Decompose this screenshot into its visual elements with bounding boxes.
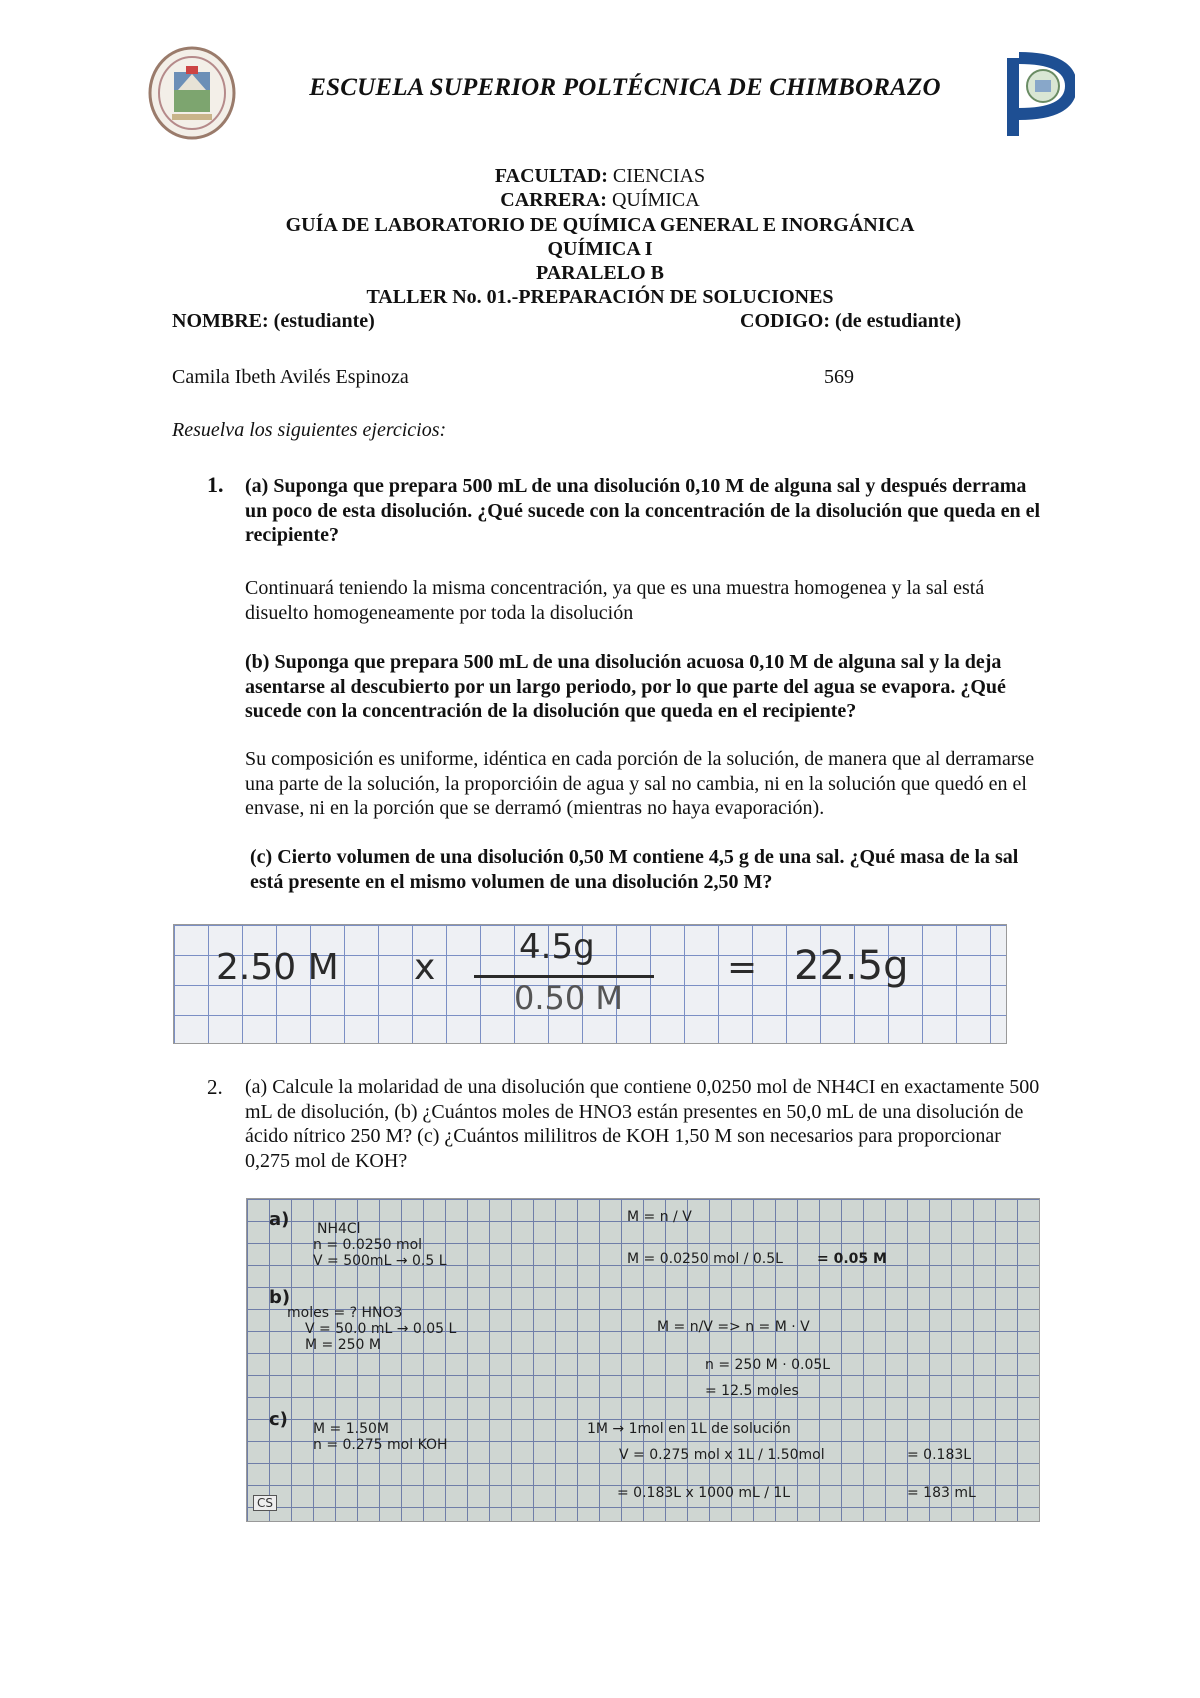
hw2-b-moles: moles = ? HNO3 (287, 1305, 403, 1321)
q1a-answer: Continuará teniendo la misma concentración, ya que es una muestra homogenea y la sal está disuelto homogeneamente por toda la disolución (245, 577, 985, 624)
q2-number: 2. (207, 1075, 223, 1099)
q2-question: (a) Calcule la molaridad de una disolución que contiene 0,0250 mol de NH4CI en exactamente 500 mL de disolución, (b) ¿Cuántos moles de HNO3 están presentes en 50,0 mL de una disolución de ácido nítrico 250 M? (c) ¿Cuántos mililitros de KOH 1,50 M son necesarios para proporcionar 0,275 mol de KOH? (245, 1076, 1040, 1172)
facultad-value: CIENCIAS (612, 165, 706, 187)
camscanner-tag: CS (253, 1495, 277, 1511)
q1b-answer: Su composición es uniforme, idéntica en cada porción de la solución, de manera que al derramarse una parte de la solución, la proporcióin de agua y sal no cambia, ni en la solución que quedó en el envase, ni en la porción que se derramó (mientras no haya evaporación). (245, 748, 1035, 819)
handwritten-solution-1c (173, 924, 1007, 1044)
hw1-lhs: 2.50 M (216, 947, 339, 988)
hw2-b-formula: M = n/V => n = M · V (657, 1319, 810, 1335)
hw2-b-label: b) (269, 1287, 291, 1308)
q1a-question: (a) Suponga que prepara 500 mL de una disolución 0,10 M de alguna sal y después derrama un poco de esta disolución. ¿Qué sucede con la concentración de la disolución que queda en el recipiente? (245, 475, 1041, 546)
hw1-denominator: 0.50 M (514, 979, 624, 1017)
hw2-a-result: = 0.05 M (817, 1251, 887, 1267)
hw2-c-conv: = 0.183L x 1000 mL / 1L (617, 1485, 791, 1501)
hw1-numerator: 4.5g (519, 927, 595, 967)
carrera-label: CARRERA: (500, 189, 607, 211)
taller-title: TALLER No. 01.-PREPARACIÓN DE SOLUCIONES (366, 286, 834, 308)
hw2-a-formula: M = n / V (627, 1209, 692, 1225)
hw2-a-compound: NH4Cl (317, 1221, 361, 1237)
hw2-a-v: V = 500mL → 0.5 L (313, 1253, 447, 1269)
hw2-b-v: V = 50.0 mL → 0.05 L (305, 1321, 457, 1337)
subject-title: QUÍMICA I (547, 238, 653, 260)
codigo-label: CODIGO: (de estudiante) (740, 310, 962, 332)
hw2-c-n: n = 0.275 mol KOH (313, 1437, 448, 1453)
facultad-line (150, 164, 1050, 188)
hw2-b-calc: n = 250 M · 0.05L (705, 1357, 831, 1373)
handwritten-solution-2 (246, 1198, 1040, 1522)
paralelo-title: PARALELO B (536, 262, 664, 284)
hw2-a-calc: M = 0.0250 mol / 0.5L (627, 1251, 783, 1267)
nombre-label: NOMBRE: (estudiante) (172, 310, 375, 332)
student-code: 569 (824, 366, 854, 388)
hw2-b-result: = 12.5 moles (705, 1383, 799, 1399)
facultad-label: FACULTAD: (494, 165, 608, 187)
q1-number: 1. (207, 472, 224, 497)
carrera-value: QUÍMICA (611, 189, 700, 211)
hw2-b-m: M = 250 M (305, 1337, 381, 1353)
student-name: Camila Ibeth Avilés Espinoza (172, 366, 409, 388)
instructions: Resuelva los siguientes ejercicios: (172, 419, 447, 441)
facultad-logo (1005, 52, 1075, 138)
q1b-question: (b) Suponga que prepara 500 mL de una disolución acuosa 0,10 M de alguna sal y la deja asentarse al descubierto por un largo periodo, por lo que parte del agua se evapora. ¿Qué sucede con la concentración de la disolución que queda en el recipiente? (245, 651, 1006, 722)
hw2-c-result2: = 183 mL (907, 1485, 976, 1501)
carrera-line (150, 188, 1050, 212)
hw2-c-m: M = 1.50M (313, 1421, 389, 1437)
guide-title: GUÍA DE LABORATORIO DE QUÍMICA GENERAL E INORGÁNICA (285, 214, 915, 236)
q1c-question: (c) Cierto volumen de una disolución 0,50 M contiene 4,5 g de una sal. ¿Qué masa de la sal está presente en el mismo volumen de una disolución 2,50 M? (250, 846, 1019, 893)
hw2-a-n: n = 0.0250 mol (313, 1237, 423, 1253)
hw2-c-result1: = 0.183L (907, 1447, 972, 1463)
hw1-equals: = (727, 947, 758, 988)
espoch-seal-logo (148, 46, 236, 140)
hw1-times: x (414, 947, 436, 988)
hw2-c-label: c) (269, 1409, 288, 1430)
hw2-c-calc: V = 0.275 mol x 1L / 1.50mol (619, 1447, 825, 1463)
hw1-fraction-bar (474, 975, 654, 978)
institution-title: ESCUELA SUPERIOR POLTÉCNICA DE CHIMBORAZO (309, 74, 941, 101)
hw2-a-label: a) (269, 1209, 290, 1230)
hw1-result: 22.5g (794, 943, 909, 989)
hw2-c-def: 1M → 1mol en 1L de solución (587, 1421, 791, 1437)
